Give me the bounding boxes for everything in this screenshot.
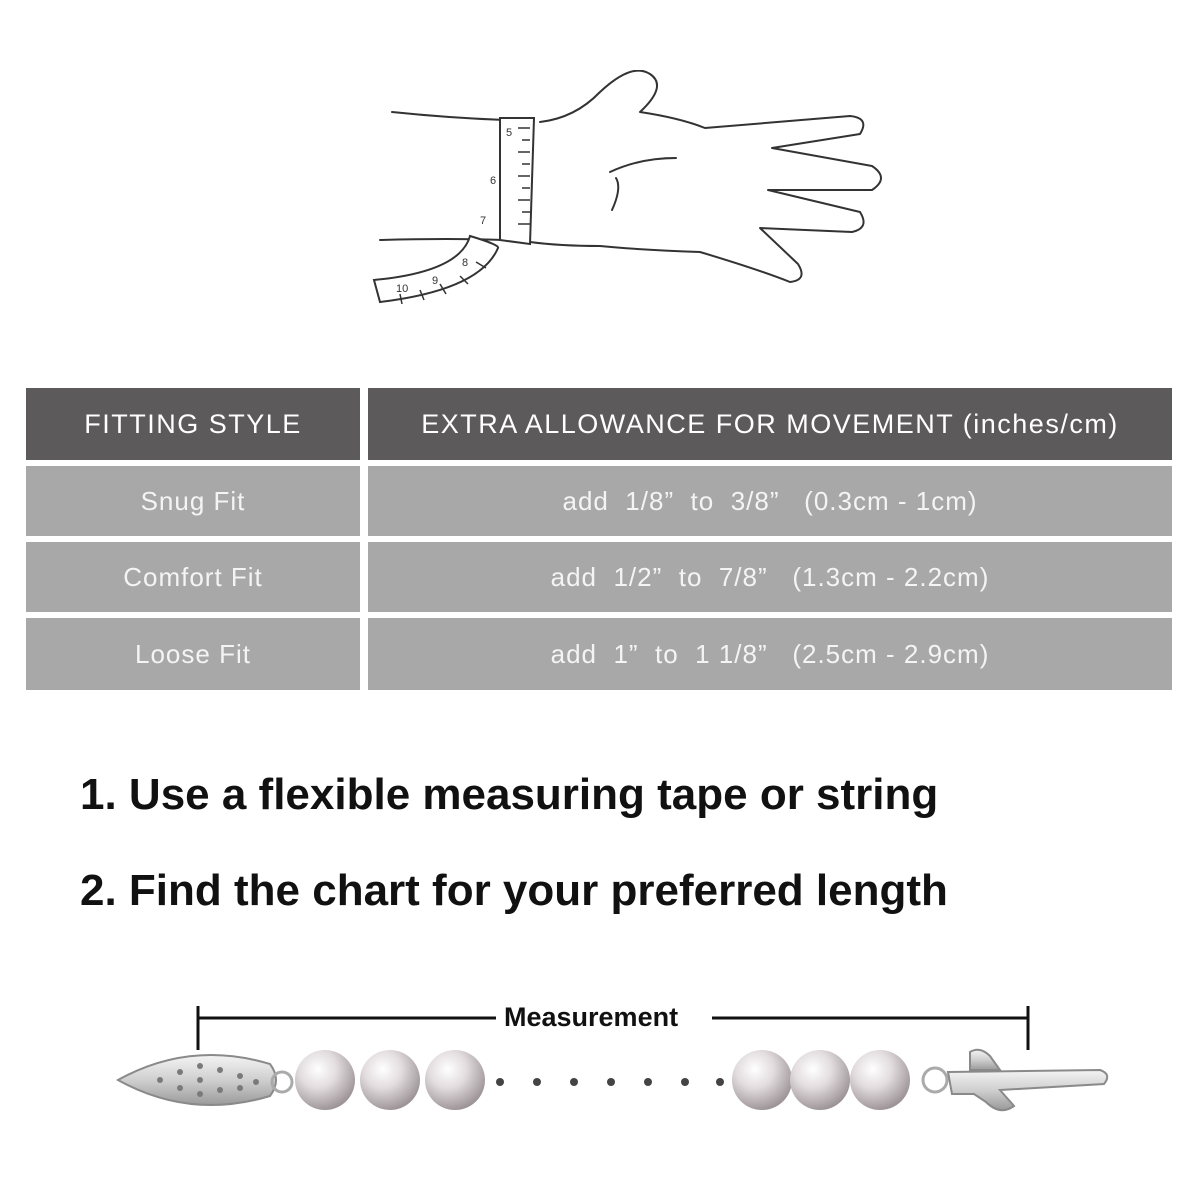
instruction-step-1: 1. Use a flexible measuring tape or string [80,770,939,819]
hand-outline [530,71,881,282]
measuring-tape-icon [374,118,534,304]
fit-style-cell: Comfort Fit [26,542,360,612]
fit-style-cell: Loose Fit [26,618,360,690]
tape-number: 10 [396,283,409,295]
filigree-clasp-icon [118,1055,292,1105]
table-row [26,466,1172,536]
header-fitting-style: FITTING STYLE [26,388,360,460]
allowance-cell: add 1/8” to 3/8” (0.3cm - 1cm) [368,466,1172,536]
fit-style-cell: Snug Fit [26,466,360,536]
tape-number: 7 [480,215,487,227]
header-allowance: EXTRA ALLOWANCE FOR MOVEMENT (inches/cm) [368,388,1172,460]
arm-outline [380,112,505,240]
table-row [26,542,1172,612]
tape-number: 5 [506,127,513,139]
pearl-strand-right [732,1050,910,1110]
table-header-row [26,388,1172,460]
pearl-strand-left [295,1050,485,1110]
tape-number: 9 [432,275,439,287]
tongue-clasp-icon [923,1050,1107,1110]
allowance-cell: add 1” to 1 1/8” (2.5cm - 2.9cm) [368,618,1172,690]
fit-allowance-table [26,388,1172,690]
allowance-cell: add 1/2” to 7/8” (1.3cm - 2.2cm) [368,542,1172,612]
palm-line [610,158,676,210]
table-row [26,618,1172,690]
instruction-step-2: 2. Find the chart for your preferred length [80,866,948,915]
tape-number: 8 [462,257,469,269]
omitted-pearls-dots [496,1078,724,1086]
tape-number: 6 [490,175,497,187]
measurement-label: Measurement [500,1002,682,1033]
hand-with-tape-illustration [340,70,900,330]
